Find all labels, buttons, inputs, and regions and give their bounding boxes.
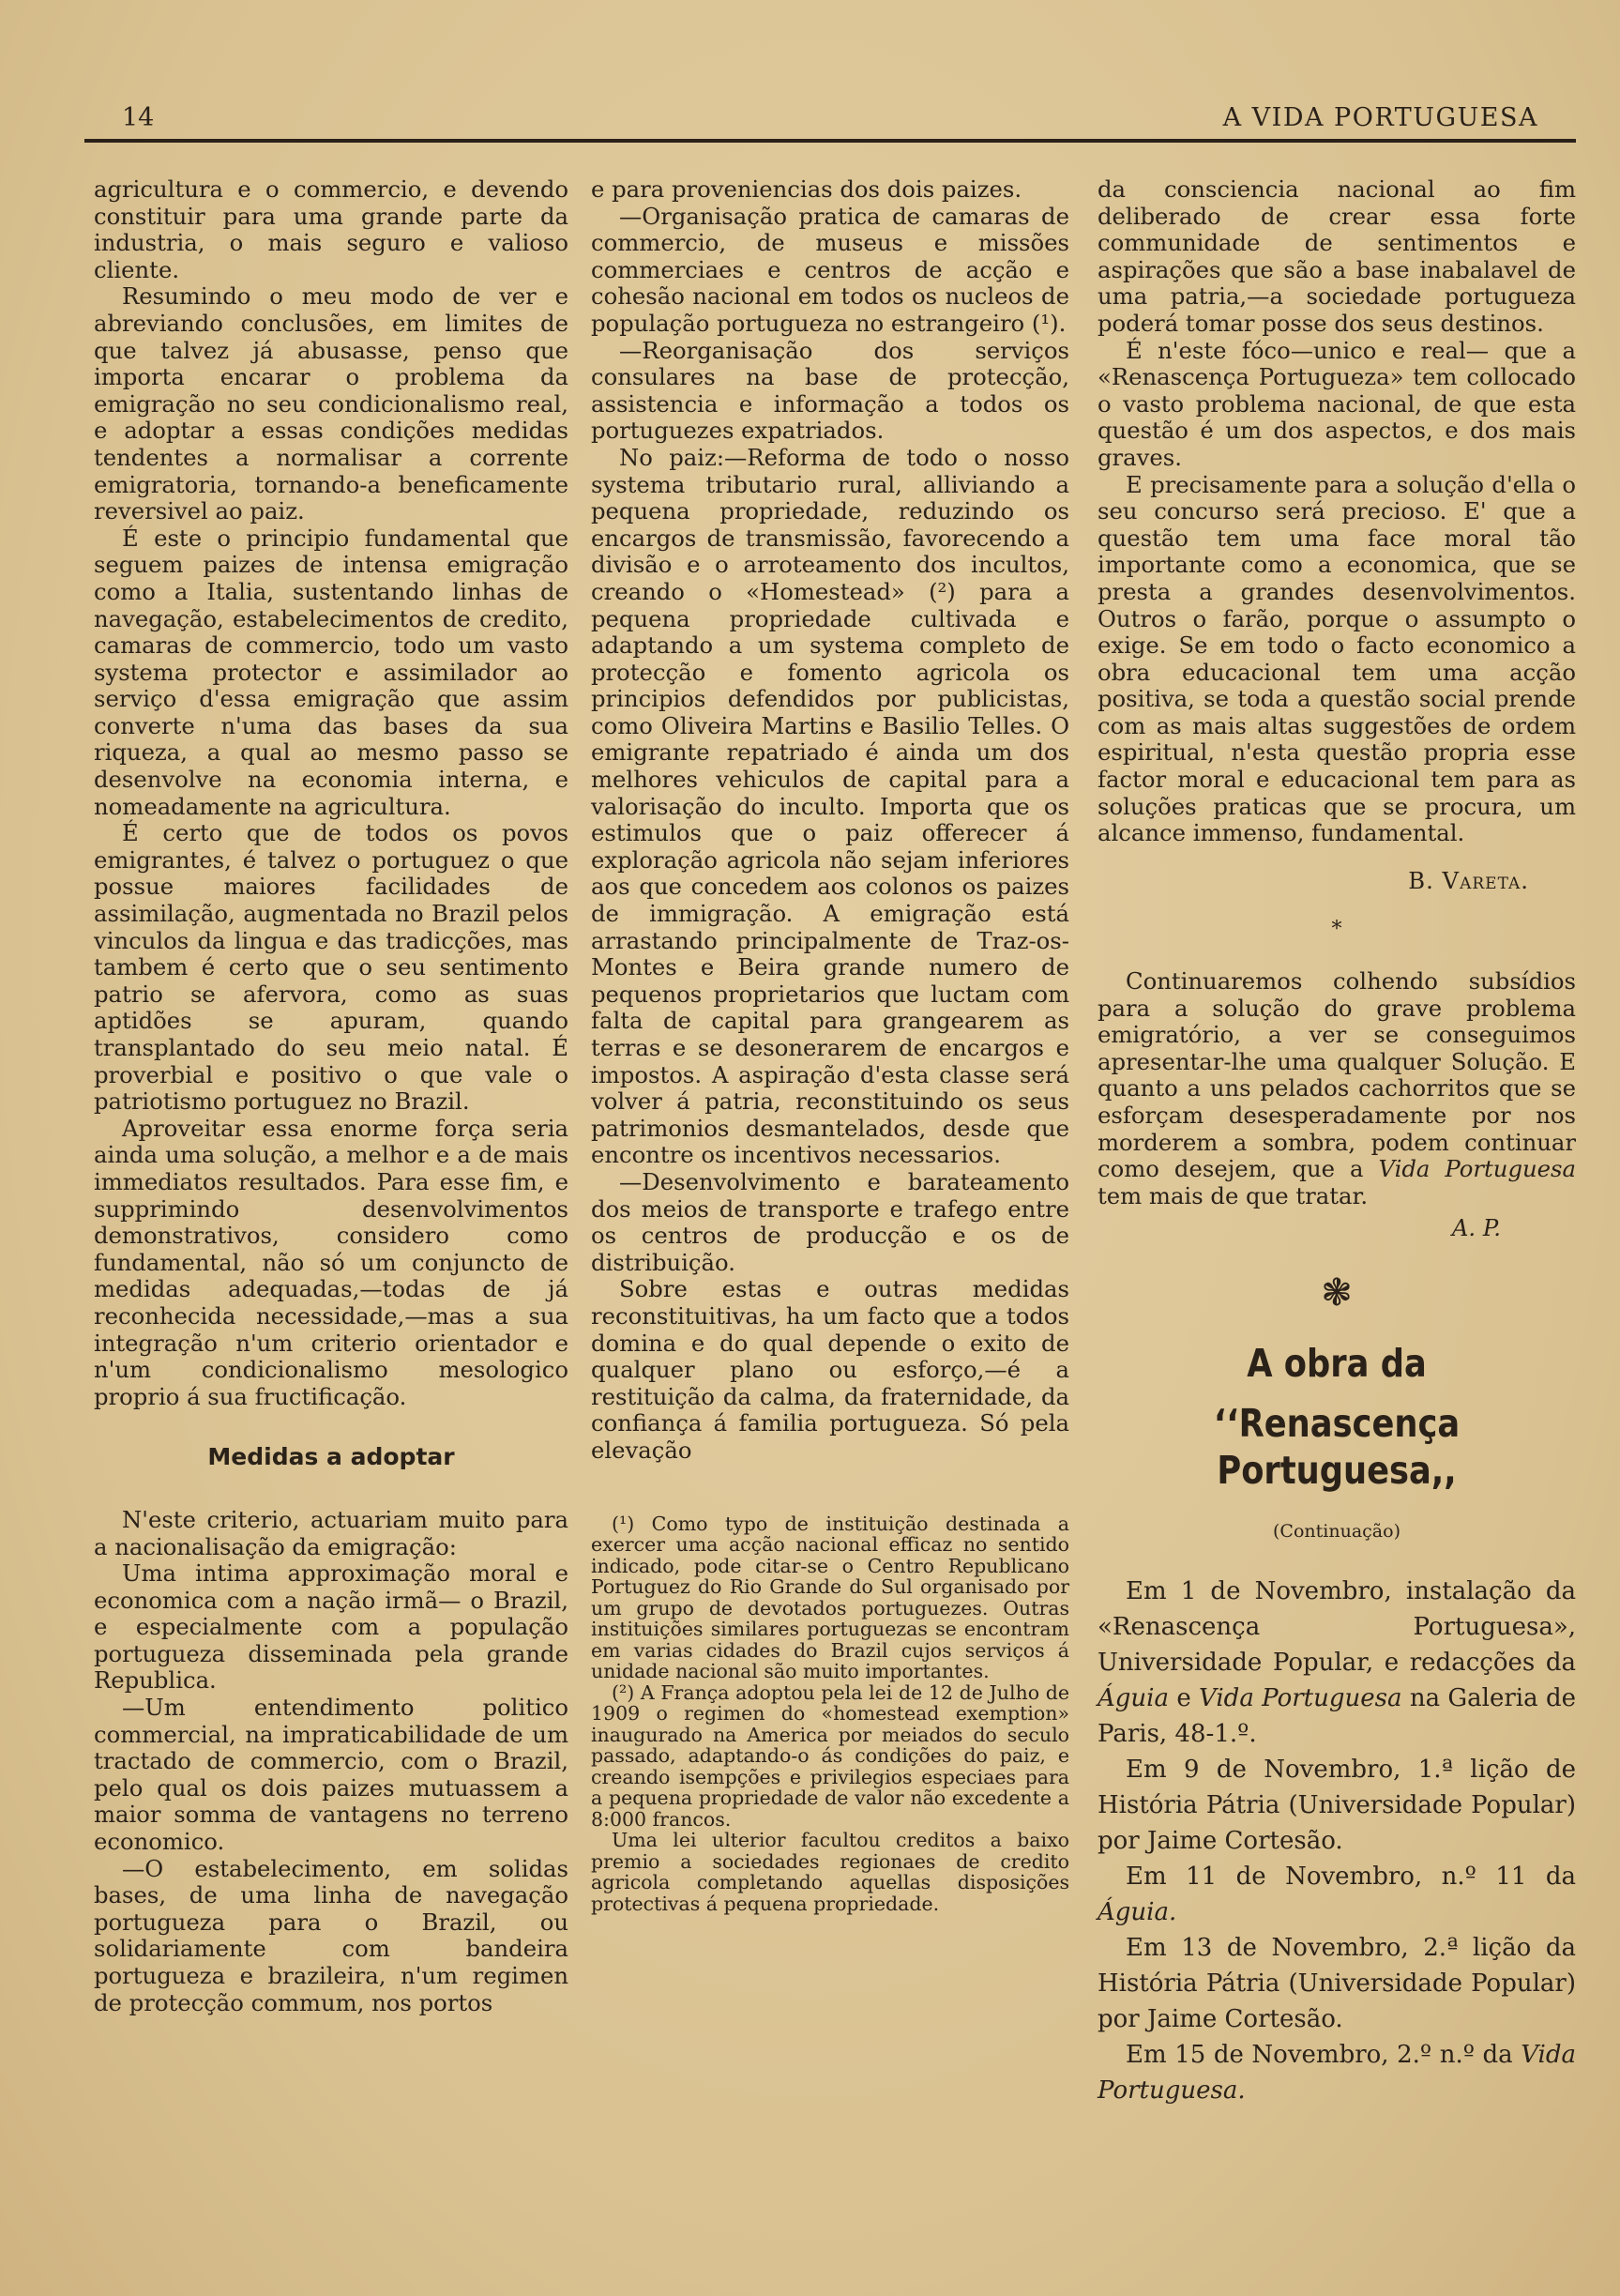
event-text: Em 11 de Novembro, n.º 11 da: [1126, 1862, 1576, 1891]
paragraph: da consciencia nacional ao fim deliberado de crear essa forte communidade de sentimentos e aspirações que são a base inabalavel de uma patria,—a sociedade portugueza poderá tomar posse dos seus destinos.: [1098, 175, 1576, 337]
paragraph: Resumindo o meu modo de ver e abreviando conclusões, em limites de que talvez já abusasse, penso que importa encarar o problema da emigração no seu condicionalismo real, e adoptar a essas condições medidas tendentes a normalisar a corrente emigratoria, tornando-a beneficamente reversivel ao paiz.: [94, 282, 568, 525]
footnotes: [591, 1513, 1069, 1915]
running-title: A VIDA PORTUGUESA: [1222, 103, 1538, 132]
event-italic: Águia: [1098, 1683, 1169, 1712]
event-item: Em 9 de Novembro, 1.ª lição de História Pátria (Universidade Popular) por Jaime Cortesão.: [1098, 1755, 1576, 1855]
event-text: Em 15 de Novembro, 2.º n.º da: [1126, 2040, 1522, 2069]
event-italic: Vida Portuguesa: [1199, 1683, 1402, 1712]
page-header: [84, 94, 1576, 143]
paragraph: É certo que de todos os povos emigrantes, é talvez o portuguez o que possue maiores facilidades de assimilação, augmentada no Brazil pelos vinculos da lingua e das tradicções, mas tambem é certo que o seu sentimento patrio se afervora, como as suas aptidões se apuram, quando transplantado do seu meio natal. É proverbial e positivo o que vale o patriotismo portuguez no Brazil.: [94, 819, 568, 1116]
note-italic: Vida Portuguesa: [1378, 1155, 1576, 1183]
footnote: (²) A França adoptou pela lei de 12 de Julho de 1909 o regimen do «homestead exemption» inaugurado na America por meiados do seculo passado, adaptando-o ás condições do paiz, e creando isempções e privilegios especiaes para a pequena propriedade de valor não excedente a 8:000 francos.: [591, 1680, 1069, 1831]
event-item: [1098, 1574, 1576, 1752]
paragraph: agricultura e o commercio, e devendo constituir para uma grande parte da industria, o mais seguro e valioso cliente.: [94, 175, 568, 283]
paragraph: —Reorganisação dos serviços consulares na base de protecção, assistencia e informação a todos os portuguezes expatriados.: [591, 336, 1069, 445]
event-italic: Vida Portuguesa.: [1098, 2040, 1576, 2105]
event-text: Em 1 de Novembro, instalação da «Renascença Portuguesa», Universidade Popular, e redacções da: [1098, 1576, 1576, 1677]
footnote: (¹) Como typo de instituição destinada a exercer uma acção nacional efficaz no sentido indicado, pode citar-se o Centro Republicano Portuguez do Rio Grande do Sul organisado por um grupo de devotados portuguezes. Outras instituições similares portuguezas se encontram em varias cidades do Brazil cujos serviços á unidade nacional são muito importantes.: [591, 1512, 1069, 1682]
note-text-end: tem mais de que tratar.: [1098, 1181, 1369, 1209]
event-text: e: [1168, 1683, 1200, 1712]
paragraph: No paiz:—Reforma de todo o nosso systema tributario rural, alliviando a pequena propriedade, reduzindo os encargos de transmissão, favorecendo a divisão e o arroteamento dos incultos, creando o «Homestead» (²) para a pequena propriedade cultivada e adaptando a um systema completo de protecção e fomento agricola os principios defendidos por publicistas, como Oliveira Martins e Basilio Telles. O emigrante repatriado é ainda um dos melhores vehiculos de capital para a valorisação do inculto. Importa que os estimulos que o paiz offerecer á exploração agricola não sejam inferiores aos que concedem aos colonos os paizes de immigração. A emigração está arrastando principalmente de Traz-os-Montes e Beira grande numero de pequenos proprietarios que luctam com falta de capital para grangearem as terras e se desonerarem de encargos e impostos. A aspiração d'esta classe será volver á patria, reconstituindo os seus patrimonios desmantelados, desde que encontre os incentivos necessarios.: [591, 443, 1069, 1169]
paragraph: —O estabelecimento, em solidas bases, de uma linha de navegação portugueza para o Brazil, ou solidariamente com bandeira portugueza e brazileira, n'um regimen de protecção commum, nos portos: [94, 1854, 568, 2016]
column-2: [591, 176, 1069, 1914]
paragraph: —Um entendimento politico commercial, na impraticabilidade de um tractado de commercio, com o Brazil, pelo qual os dois paizes mutuassem a maior somma de vantagens no terreno economico.: [94, 1694, 568, 1856]
continuation-label: (Continuação): [1273, 1520, 1400, 1542]
paragraph: —Organisação pratica de camaras de commercio, de museus e missões commerciaes e centros de acção e cohesão nacional em todos os nucleos de população portugueza no estrangeiro (¹).: [591, 202, 1069, 337]
note-text: Continuaremos colhendo subsídios para a solução do grave problema emigratório, a ver se conseguimos apresentar-lhe uma qualquer Solução. E quanto a uns pelados cachorritos que se esforçam desesperadamente por nos morderem a sombra, podem continuar como desejem, que a: [1098, 967, 1576, 1183]
paragraph: Uma intima approximação moral e economica com a nação irmã— o Brazil, e especialmente com a população portugueza disseminada pela grande Republica.: [94, 1559, 568, 1695]
column-1: [94, 176, 568, 2016]
paragraph: É n'este fóco—unico e real— que a «Renascença Portugueza» tem collocado o vasto problema nacional, de que esta questão é um dos aspectos, e dos mais graves.: [1098, 336, 1576, 471]
author-signature: [1098, 868, 1529, 895]
separator-asterisk: *: [1331, 918, 1342, 942]
event-item: [1098, 2037, 1576, 2108]
paragraph: —Desenvolvimento e barateamento dos meios de transporte e trafego entre os centros de producção e os de distribuição.: [591, 1167, 1069, 1276]
footnote: Uma lei ulterior facultou creditos a baixo premio a sociedades regionaes de credito agricola completando aquellas disposições protectivas á pequena propriedade.: [591, 1829, 1069, 1915]
paragraph: Aproveitar essa enorme força seria ainda uma solução, a melhor e a de mais immediatos resultados. Para esse fim, e supprimindo desenvolvimentos demonstrativos, considero como fundamental, não só um conjuncto de medidas adequadas,—todas de já reconhecida necessidade,—mas a sua integração n'um criterio orientador e n'um condicionalismo mesologico proprio á sua fructificação.: [94, 1114, 568, 1410]
paragraph: E precisamente para a solução d'ella o seu concurso será precioso. E' que a questão tem uma face moral tão importante como a economica, que se presta a grandes desenvolvimentos. Outros o farão, porque o assumpto o exige. Se em todo o facto economico a obra educacional tem uma acção positiva, se toda a questão social prende com as mais altas suggestões de ordem espiritual, n'esta questão propria esse factor moral e educacional tem para as soluções praticas que se procura, um alcance immenso, fundamental.: [1098, 470, 1576, 847]
paragraph: N'este criterio, actuariam muito para a nacionalisação da emigração:: [94, 1505, 568, 1560]
editor-signature: A. P.: [1451, 1214, 1501, 1242]
signature-text: B. Vareta.: [1408, 866, 1529, 894]
flower-ornament-icon: ❃: [1321, 1270, 1353, 1315]
event-italic: Águia.: [1098, 1897, 1177, 1926]
article-title-line-2: ‘‘Renascença Portuguesa,,: [1213, 1400, 1461, 1493]
section-subheading: Medidas a adoptar: [207, 1443, 455, 1471]
paragraph: e para proveniencias dos dois paizes.: [591, 175, 1022, 203]
page-number: 14: [122, 103, 155, 132]
event-text: na Galeria de Paris, 48-1.º.: [1098, 1683, 1576, 1748]
paragraph: Sobre estas e outras medidas reconstituitivas, ha um facto que a todos domina e do qual depende o exito de qualquer plano ou esforço,—é a restituição da calma, da fraternidade, da confiança á familia portugueza. Só pela elevação: [591, 1275, 1069, 1464]
event-item: Em 13 de Novembro, 2.ª lição da História Pátria (Universidade Popular) por Jaime Cortesão.: [1098, 1933, 1576, 2033]
column-3: [1098, 176, 1576, 2108]
editorial-note: [1098, 968, 1576, 1209]
events-list: [1098, 1574, 1576, 2108]
article-title-line-1: A obra da: [1247, 1340, 1427, 1386]
event-item: [1098, 1859, 1576, 1930]
paragraph: É este o principio fundamental que seguem paizes de intensa emigração como a Italia, sustentando linhas de navegação, estabelecimentos de credito, camaras de commercio, todo um vasto systema protector e assimilador ao serviço d'essa emigração que assim converte n'uma das bases da sua riqueza, a qual ao mesmo passo se desenvolve na economia interna, e nomeadamente na agricultura.: [94, 524, 568, 820]
